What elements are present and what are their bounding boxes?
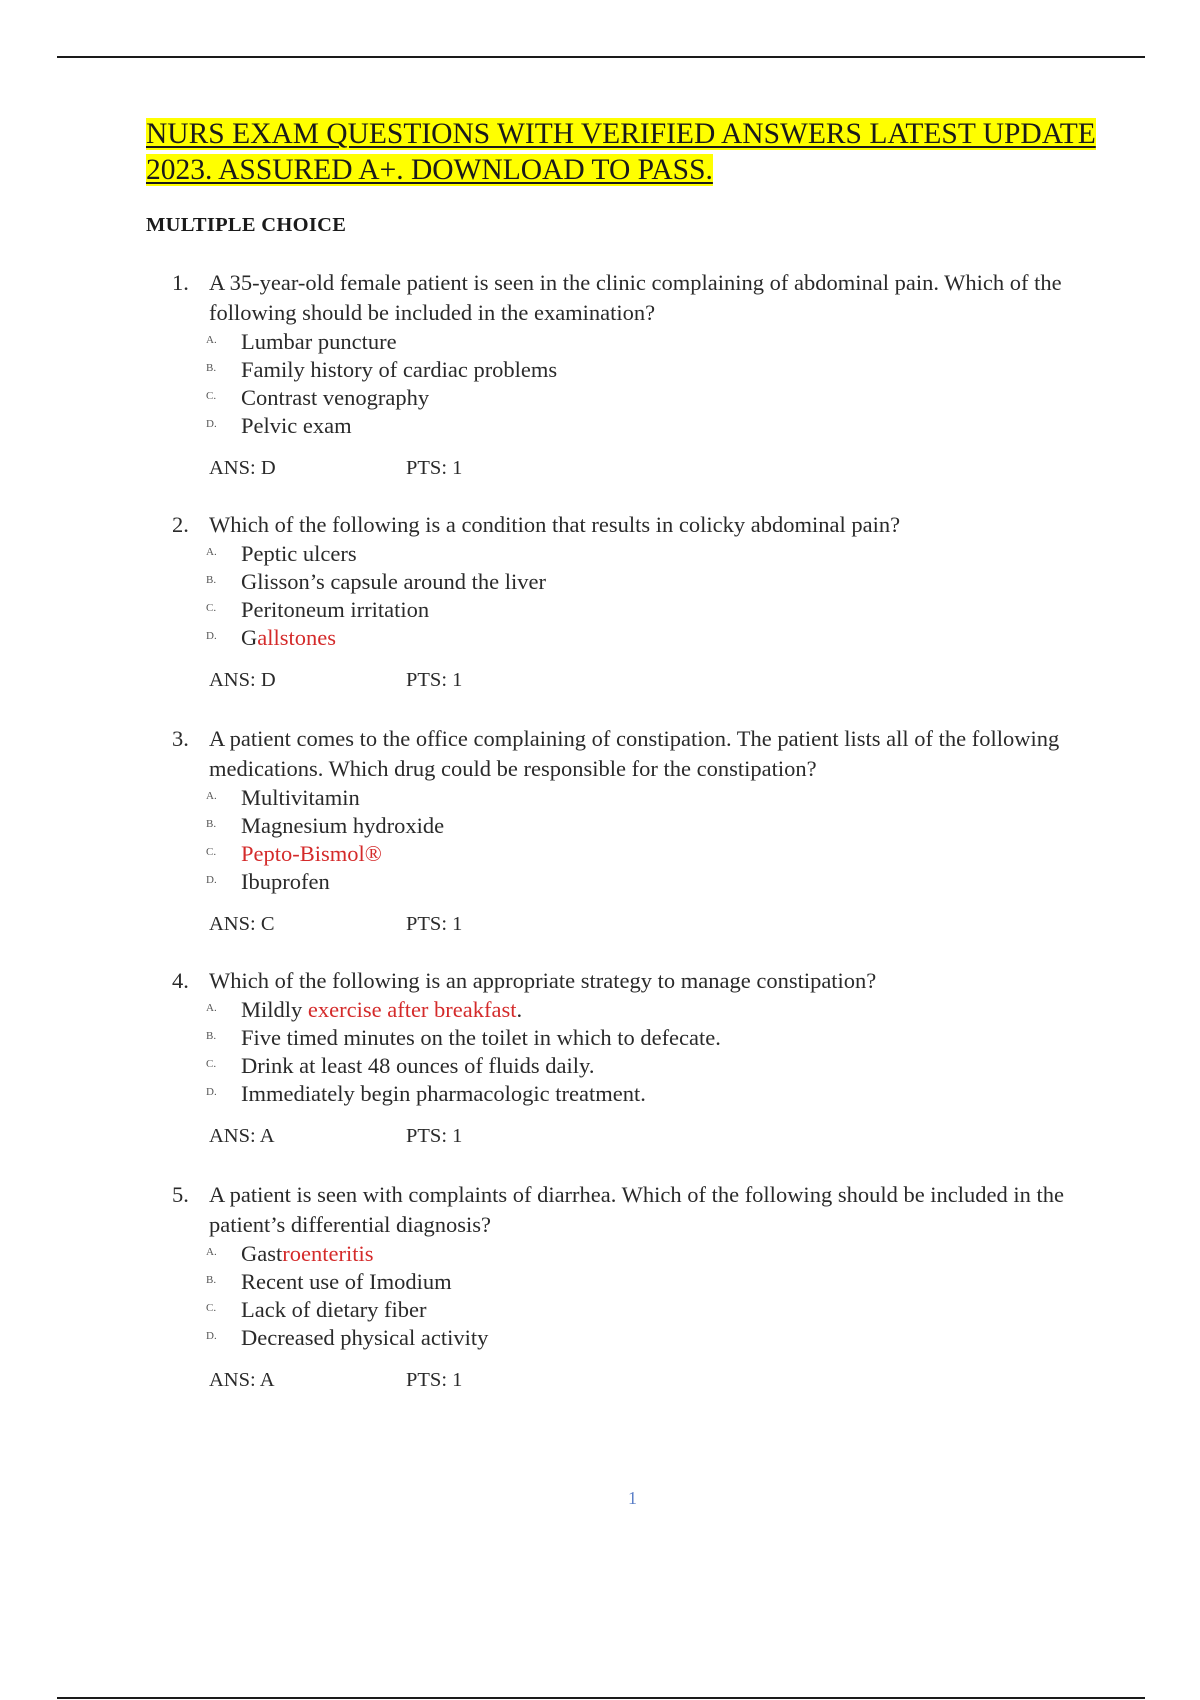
answer-key: ANS: D (209, 457, 276, 479)
answer-line (172, 1122, 1122, 1150)
section-heading: MULTIPLE CHOICE (146, 214, 347, 236)
option-text: Peritoneum irritation (241, 597, 430, 622)
option-a (172, 1240, 1122, 1268)
option-c (172, 840, 1122, 868)
question-1 (172, 268, 1122, 482)
question-number: 2. (172, 512, 189, 537)
answer-key: ANS: A (209, 1125, 275, 1147)
option-d (172, 1324, 1122, 1352)
question-2 (172, 510, 1122, 694)
option-b (172, 1024, 1122, 1052)
option-a (172, 328, 1122, 356)
option-letter: C. (206, 390, 217, 402)
option-a (172, 540, 1122, 568)
question-5 (172, 1180, 1122, 1394)
option-d (172, 1080, 1122, 1108)
option-highlight: roenteritis (282, 1241, 374, 1266)
option-b (172, 568, 1122, 596)
question-2-stem (172, 510, 1122, 540)
option-letter: B. (206, 1030, 217, 1042)
option-text: Drink at least 48 ounces of fluids daily. (241, 1053, 595, 1078)
top-rule (57, 56, 1145, 58)
answer-key: ANS: C (209, 913, 275, 935)
option-text: Multivitamin (241, 785, 360, 810)
option-b (172, 1268, 1122, 1296)
option-text: Lack of dietary fiber (241, 1297, 427, 1322)
answer-line (172, 454, 1122, 482)
option-letter: A. (206, 1246, 217, 1258)
answer-line (172, 666, 1122, 694)
question-3 (172, 724, 1122, 938)
option-text: Lumbar puncture (241, 329, 397, 354)
option-c (172, 384, 1122, 412)
points: PTS: 1 (406, 669, 463, 691)
option-letter: A. (206, 790, 217, 802)
option-letter: C. (206, 846, 217, 858)
option-letter: D. (206, 418, 217, 430)
option-b (172, 356, 1122, 384)
option-letter: A. (206, 1002, 217, 1014)
option-letter: A. (206, 334, 217, 346)
option-text: Decreased physical activity (241, 1325, 489, 1350)
option-d (172, 868, 1122, 896)
option-letter: B. (206, 362, 217, 374)
option-letter: D. (206, 1086, 217, 1098)
option-d (172, 624, 1122, 652)
option-letter: C. (206, 1058, 217, 1070)
option-text: Gast (241, 1241, 283, 1266)
option-letter: D. (206, 1330, 217, 1342)
option-text: Immediately begin pharmacologic treatment. (241, 1081, 646, 1106)
bottom-rule (57, 1697, 1145, 1699)
option-c (172, 1052, 1122, 1080)
option-letter: B. (206, 1274, 217, 1286)
option-letter: D. (206, 630, 217, 642)
question-number: 1. (172, 270, 189, 295)
points: PTS: 1 (406, 1125, 463, 1147)
option-text: G (241, 625, 258, 650)
question-text: A patient comes to the office complaining of constipation. The patient lists all of the following medications. Which drug could be responsible for the constipation? (209, 726, 1060, 781)
option-c (172, 596, 1122, 624)
option-highlight: allstones (257, 625, 336, 650)
option-text: Recent use of Imodium (241, 1269, 452, 1294)
option-letter: B. (206, 574, 217, 586)
page-number: 1 (628, 1488, 637, 1508)
question-1-stem (172, 268, 1122, 328)
question-text: A 35-year-old female patient is seen in the clinic complaining of abdominal pain. Which of the following should be included in the examination? (209, 270, 1062, 325)
question-number: 3. (172, 726, 189, 751)
option-text: Mildly (241, 997, 308, 1022)
answer-key: ANS: D (209, 669, 276, 691)
question-text: Which of the following is an appropriate strategy to manage constipation? (209, 968, 877, 993)
question-5-stem (172, 1180, 1122, 1240)
question-4-stem (172, 966, 1122, 996)
option-text: Magnesium hydroxide (241, 813, 445, 838)
answer-line (172, 910, 1122, 938)
option-text: Pelvic exam (241, 413, 352, 438)
option-a (172, 784, 1122, 812)
points: PTS: 1 (406, 457, 463, 479)
option-highlight: exercise after breakfast (307, 997, 517, 1022)
points: PTS: 1 (406, 1369, 463, 1391)
answer-line (172, 1366, 1122, 1394)
points: PTS: 1 (406, 913, 463, 935)
option-letter: C. (206, 1302, 217, 1314)
option-text: Contrast venography (241, 385, 430, 410)
option-text-end: . (516, 997, 523, 1022)
document-title-text: NURS EXAM QUESTIONS WITH VERIFIED ANSWERS LATEST UPDATE 2023. ASSURED A+. DOWNLOAD TO PASS. (146, 118, 1096, 186)
option-text: Glisson’s capsule around the liver (241, 569, 546, 594)
document-title (146, 116, 1126, 188)
option-text: Five timed minutes on the toilet in which to defecate. (241, 1025, 721, 1050)
option-a (172, 996, 1122, 1024)
answer-key: ANS: A (209, 1369, 275, 1391)
option-text: Peptic ulcers (241, 541, 357, 566)
question-3-stem (172, 724, 1122, 784)
option-highlight: Pepto-Bismol® (241, 841, 382, 866)
question-number: 4. (172, 968, 189, 993)
option-letter: A. (206, 546, 217, 558)
option-text: Ibuprofen (241, 869, 330, 894)
question-4 (172, 966, 1122, 1150)
option-letter: D. (206, 874, 217, 886)
option-b (172, 812, 1122, 840)
option-letter: B. (206, 818, 217, 830)
question-text: Which of the following is a condition that results in colicky abdominal pain? (209, 512, 901, 537)
question-number: 5. (172, 1182, 189, 1207)
option-d (172, 412, 1122, 440)
option-c (172, 1296, 1122, 1324)
option-text: Family history of cardiac problems (241, 357, 558, 382)
option-letter: C. (206, 602, 217, 614)
question-text: A patient is seen with complaints of diarrhea. Which of the following should be included in the patient’s differential diagnosis? (209, 1182, 1065, 1237)
